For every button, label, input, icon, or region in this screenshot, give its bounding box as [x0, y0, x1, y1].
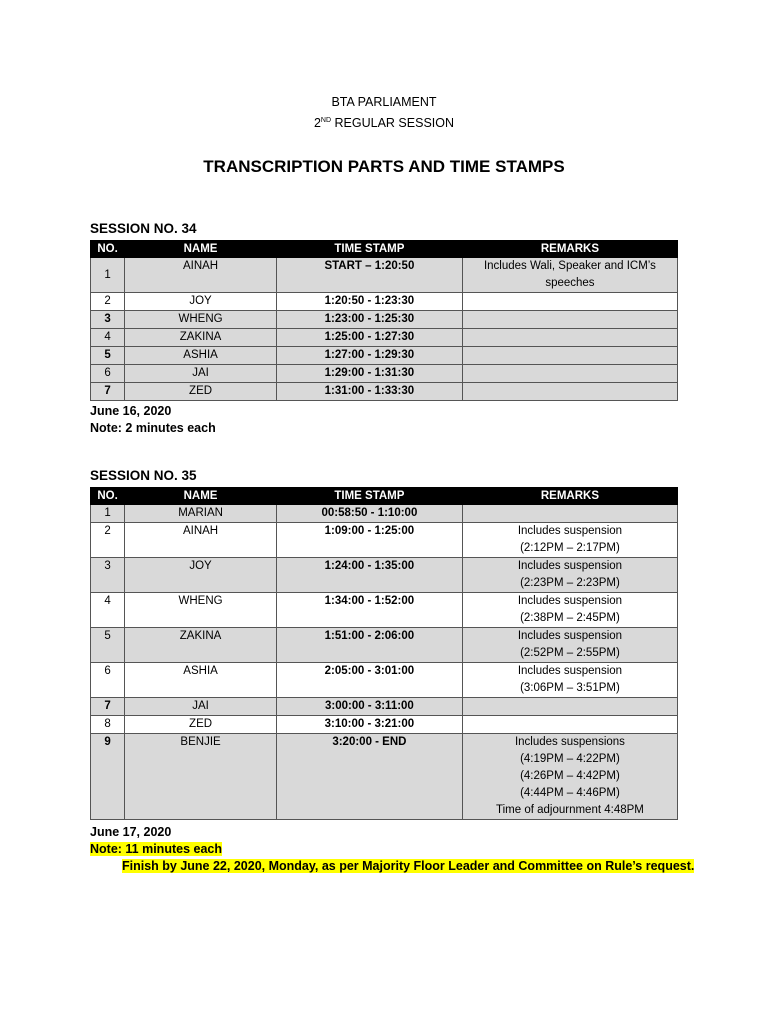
- row-name: JOY: [125, 293, 277, 311]
- session-ordinal: ND: [320, 116, 332, 124]
- row-number: 9: [91, 734, 125, 820]
- page-title: TRANSCRIPTION PARTS AND TIME STAMPS: [203, 157, 565, 176]
- row-time-stamp: 3:20:00 - END: [276, 734, 462, 820]
- remark-line: Includes suspension: [517, 630, 623, 642]
- row-name: JAI: [125, 365, 277, 383]
- col-no: NO.: [91, 241, 125, 258]
- row-remarks: [462, 716, 677, 734]
- row-remarks: [462, 311, 677, 329]
- session-35-heading: SESSION NO. 35: [90, 468, 197, 483]
- remark-line: (2:52PM – 2:55PM): [520, 647, 620, 659]
- row-time-stamp: 1:20:50 - 1:23:30: [276, 293, 462, 311]
- row-time-stamp: 3:00:00 - 3:11:00: [276, 698, 462, 716]
- row-time-stamp: 3:10:00 - 3:21:00: [276, 716, 462, 734]
- row-number: 8: [91, 716, 125, 734]
- row-name: ASHIA: [125, 347, 277, 365]
- remark-line: (4:44PM – 4:46PM): [520, 787, 620, 799]
- row-number: 6: [91, 365, 125, 383]
- table-row: [91, 698, 678, 716]
- row-name: AINAH: [125, 258, 277, 293]
- row-remarks: [462, 329, 677, 347]
- row-number: 4: [91, 329, 125, 347]
- remark-line: speeches: [545, 277, 595, 289]
- table-row: [91, 258, 678, 293]
- remark-line: Includes suspension: [517, 665, 623, 677]
- row-name: WHENG: [125, 593, 277, 628]
- remark-line: Includes suspension: [517, 525, 623, 537]
- col-no: NO.: [91, 488, 125, 505]
- row-name: JAI: [125, 698, 277, 716]
- col-remarks: REMARKS: [462, 241, 677, 258]
- row-name: JOY: [125, 558, 277, 593]
- session-35-note: Note: 11 minutes each: [90, 842, 222, 856]
- remark-line: (2:12PM – 2:17PM): [520, 542, 620, 554]
- row-remarks: [462, 383, 677, 401]
- row-time-stamp: 1:29:00 - 1:31:30: [276, 365, 462, 383]
- table-row: [91, 311, 678, 329]
- row-remarks: [462, 628, 677, 663]
- col-time-stamp: TIME STAMP: [276, 241, 462, 258]
- row-time-stamp: 00:58:50 - 1:10:00: [276, 505, 462, 523]
- session-number: 2: [313, 116, 321, 130]
- table-row: [91, 329, 678, 347]
- row-remarks: [462, 347, 677, 365]
- row-number: 5: [91, 628, 125, 663]
- session-34-date: June 16, 2020: [90, 404, 172, 418]
- remark-line: (4:19PM – 4:22PM): [520, 753, 620, 765]
- col-name: NAME: [125, 488, 277, 505]
- row-remarks: [462, 698, 677, 716]
- remark-line: (2:23PM – 2:23PM): [520, 577, 620, 589]
- session-text: REGULAR SESSION: [334, 116, 455, 130]
- remark-line: (4:26PM – 4:42PM): [520, 770, 620, 782]
- row-time-stamp: START – 1:20:50: [276, 258, 462, 293]
- remark-line: Includes suspension: [517, 560, 623, 572]
- row-remarks: [462, 523, 677, 558]
- remark-line: Includes suspensions: [514, 736, 625, 748]
- row-name: ZAKINA: [125, 329, 277, 347]
- row-name: WHENG: [125, 311, 277, 329]
- session-34-note: Note: 2 minutes each: [90, 421, 216, 435]
- remark-line: (2:38PM – 2:45PM): [520, 612, 620, 624]
- session-34-heading: SESSION NO. 34: [90, 221, 197, 236]
- row-remarks: [462, 293, 677, 311]
- session-35-table: [90, 487, 678, 820]
- row-name: BENJIE: [125, 734, 277, 820]
- table-row: [91, 383, 678, 401]
- row-name: AINAH: [125, 523, 277, 558]
- session-35-date: June 17, 2020: [90, 825, 172, 839]
- row-time-stamp: 1:24:00 - 1:35:00: [276, 558, 462, 593]
- row-time-stamp: 1:23:00 - 1:25:30: [276, 311, 462, 329]
- table-row: [91, 593, 678, 628]
- table-row: [91, 663, 678, 698]
- row-name: ASHIA: [125, 663, 277, 698]
- row-number: 7: [91, 383, 125, 401]
- row-time-stamp: 1:25:00 - 1:27:30: [276, 329, 462, 347]
- table-row: [91, 734, 678, 820]
- table-header-row: [91, 488, 678, 505]
- row-remarks: [462, 593, 677, 628]
- col-name: NAME: [125, 241, 277, 258]
- row-number: 7: [91, 698, 125, 716]
- org-name: BTA PARLIAMENT: [331, 95, 437, 109]
- row-number: 6: [91, 663, 125, 698]
- table-row: [91, 365, 678, 383]
- table-header-row: [91, 241, 678, 258]
- col-time-stamp: TIME STAMP: [276, 488, 462, 505]
- row-name: MARIAN: [125, 505, 277, 523]
- row-time-stamp: 1:51:00 - 2:06:00: [276, 628, 462, 663]
- row-remarks: [462, 365, 677, 383]
- row-number: 1: [91, 258, 125, 293]
- table-row: [91, 293, 678, 311]
- table-row: [91, 628, 678, 663]
- row-number: 2: [91, 523, 125, 558]
- row-number: 2: [91, 293, 125, 311]
- row-name: ZED: [125, 716, 277, 734]
- row-name: ZED: [125, 383, 277, 401]
- session-34-table: [90, 240, 678, 401]
- remark-line: Includes suspension: [517, 595, 623, 607]
- remark-line: Includes Wali, Speaker and ICM’s: [483, 260, 656, 272]
- remark-line: Time of adjournment 4:48PM: [496, 804, 644, 816]
- session-label: [0, 116, 768, 130]
- row-time-stamp: 1:09:00 - 1:25:00: [276, 523, 462, 558]
- row-time-stamp: 1:34:00 - 1:52:00: [276, 593, 462, 628]
- table-row: [91, 523, 678, 558]
- remark-line: (3:06PM – 3:51PM): [520, 682, 620, 694]
- row-name: ZAKINA: [125, 628, 277, 663]
- row-number: 4: [91, 593, 125, 628]
- row-time-stamp: 1:31:00 - 1:33:30: [276, 383, 462, 401]
- row-number: 3: [91, 311, 125, 329]
- table-row: [91, 347, 678, 365]
- row-number: 5: [91, 347, 125, 365]
- row-remarks: [462, 734, 677, 820]
- table-row: [91, 716, 678, 734]
- row-time-stamp: 1:27:00 - 1:29:30: [276, 347, 462, 365]
- row-number: 3: [91, 558, 125, 593]
- row-time-stamp: 2:05:00 - 3:01:00: [276, 663, 462, 698]
- table-row: [91, 558, 678, 593]
- row-remarks: [462, 663, 677, 698]
- row-number: 1: [91, 505, 125, 523]
- row-remarks: [462, 258, 677, 293]
- col-remarks: REMARKS: [462, 488, 677, 505]
- table-row: [91, 505, 678, 523]
- finish-deadline-note: Finish by June 22, 2020, Monday, as per Majority Floor Leader and Committee on Rule’s request.: [122, 859, 695, 873]
- row-remarks: [462, 558, 677, 593]
- row-remarks: [462, 505, 677, 523]
